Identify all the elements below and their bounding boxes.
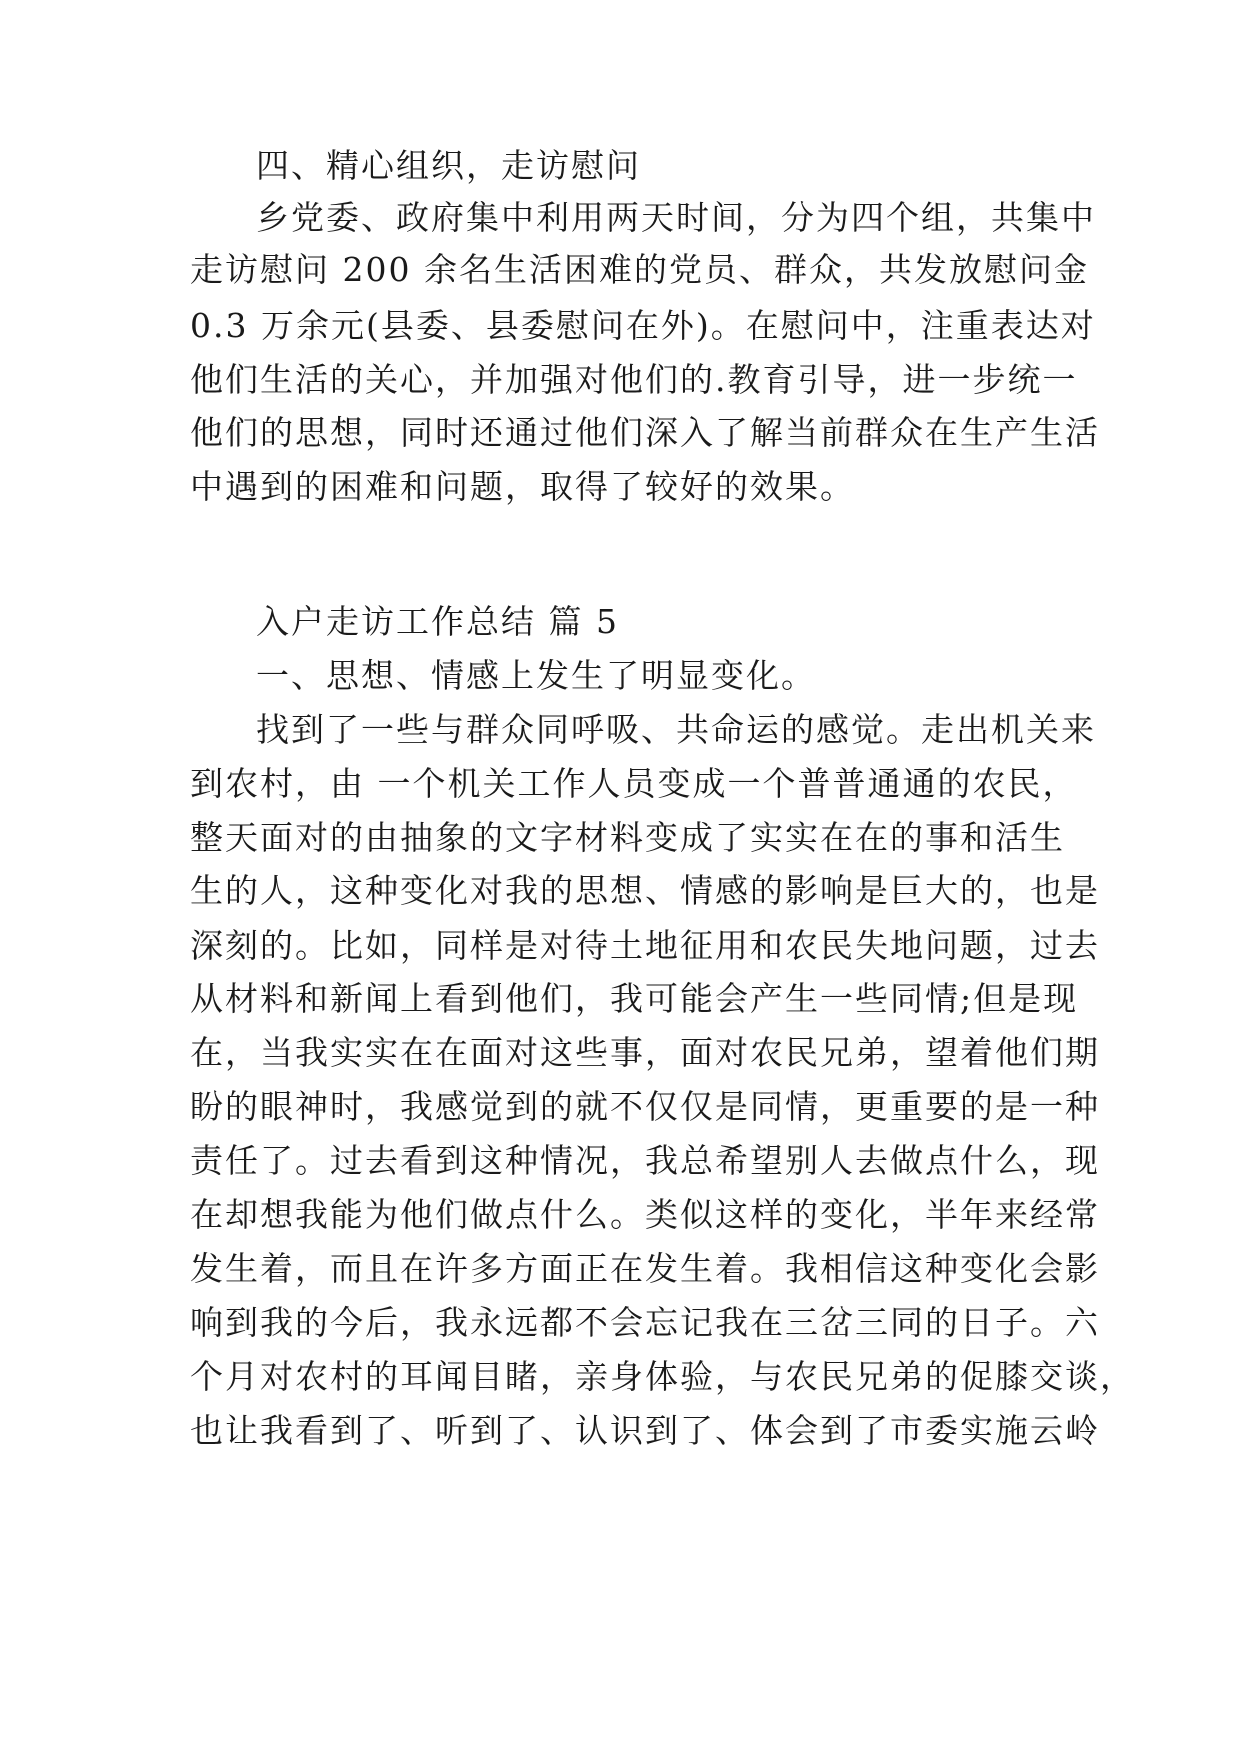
paragraph-line: 在，当我实实在在面对这些事，面对农民兄弟，望着他们期 [190, 1033, 1100, 1072]
paragraph-line: 发生着，而且在许多方面正在发生着。我相信这种变化会影 [190, 1249, 1100, 1288]
paragraph-line: 到农村，由 一个机关工作人员变成一个普普通通的农民， [190, 764, 1078, 803]
paragraph-line: 责任了。过去看到这种情况，我总希望别人去做点什么，现 [190, 1141, 1100, 1180]
paragraph-line: 走访慰问 200 余名生活困难的党员、群众，共发放慰问金 [190, 250, 1089, 289]
paragraph-line: 0.3 万余元(县委、县委慰问在外)。在慰问中，注重表达对 [190, 306, 1096, 345]
paragraph-line: 中遇到的困难和问题，取得了较好的效果。 [190, 467, 855, 506]
paragraph-line: 从材料和新闻上看到他们，我可能会产生一些同情;但是现 [190, 979, 1079, 1018]
paragraph-line: 响到我的今后，我永远都不会忘记我在三岔三同的日子。六 [190, 1303, 1100, 1342]
paragraph-line: 找到了一些与群众同呼吸、共命运的感觉。走出机关来 [256, 710, 1096, 749]
paragraph-line: 个月对农村的耳闻目睹，亲身体验，与农民兄弟的促膝交谈， [190, 1357, 1135, 1396]
paragraph-line: 盼的眼神时，我感觉到的就不仅仅是同情，更重要的是一种 [190, 1087, 1100, 1126]
paragraph-line: 生的人，这种变化对我的思想、情感的影响是巨大的，也是 [190, 871, 1100, 910]
paragraph-line: 他们生活的关心，并加强对他们的.教育引导，进一步统一 [190, 360, 1078, 399]
paragraph-line: 乡党委、政府集中利用两天时间，分为四个组，共集中 [256, 198, 1096, 237]
paragraph-line: 整天面对的由抽象的文字材料变成了实实在在的事和活生 [190, 818, 1065, 857]
paragraph-line: 他们的思想，同时还通过他们深入了解当前群众在生产生活 [190, 413, 1100, 452]
article-title: 入户走访工作总结 篇 5 [256, 602, 619, 641]
paragraph-line: 深刻的。比如，同样是对待土地征用和农民失地问题，过去 [190, 926, 1100, 965]
paragraph-line: 也让我看到了、听到了、认识到了、体会到了市委实施云岭 [190, 1411, 1100, 1450]
paragraph-line: 在却想我能为他们做点什么。类似这样的变化，半年来经常 [190, 1195, 1100, 1234]
article-subheading: 一、思想、情感上发生了明显变化。 [256, 656, 816, 695]
section-heading: 四、精心组织，走访慰问 [256, 146, 641, 185]
